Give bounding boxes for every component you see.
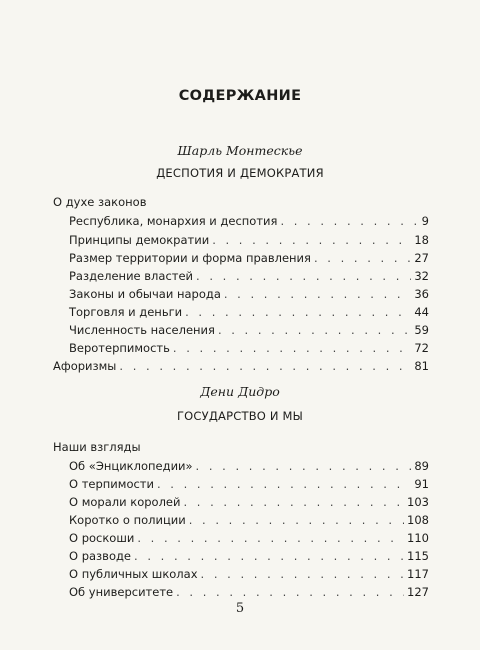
toc-entry[interactable]	[69, 476, 429, 492]
dot-leader	[189, 512, 404, 528]
toc-entry[interactable]	[69, 340, 429, 356]
dot-leader	[185, 304, 411, 320]
toc-entry[interactable]	[69, 494, 429, 510]
dot-leader	[280, 213, 418, 229]
toc-entry-label: О роскоши	[69, 531, 135, 545]
toc-entry[interactable]	[69, 322, 429, 338]
toc-entry[interactable]	[69, 566, 429, 582]
toc-entry-label: Разделение властей	[69, 269, 194, 283]
toc-entry-page: 36	[414, 287, 429, 301]
toc-entry-label: Принципы демократии	[69, 233, 210, 247]
dot-leader	[119, 358, 411, 374]
toc-entry-label: Веротерпимость	[69, 341, 170, 355]
dot-leader	[157, 476, 411, 492]
toc-entry-label: О морали королей	[69, 495, 181, 509]
toc-entry-label: Коротко о полиции	[69, 513, 186, 527]
dot-leader	[314, 250, 411, 266]
toc-entry[interactable]	[69, 530, 429, 546]
author-montesquieu: Шарль Монтескье	[177, 143, 303, 158]
toc-entry-page: 44	[414, 305, 429, 319]
toc-entry-page: 27	[414, 251, 429, 265]
dot-leader	[224, 286, 411, 302]
toc-entry[interactable]	[69, 250, 429, 266]
toc-entry[interactable]	[69, 232, 429, 248]
toc-entry-page: 72	[414, 341, 429, 355]
toc-entry-label: Афоризмы	[53, 359, 117, 373]
toc-entry[interactable]	[69, 584, 429, 600]
toc-entry-page: 117	[407, 567, 429, 581]
toc-entry-page: 32	[414, 269, 429, 283]
toc-entry-page: 110	[407, 531, 429, 545]
work-title-state: ГОСУДАРСТВО И МЫ	[176, 409, 304, 423]
toc-entry-label: О терпимости	[69, 477, 154, 491]
toc-entry-page: 59	[414, 323, 429, 337]
toc-title: СОДЕРЖАНИЕ	[178, 88, 302, 104]
toc-entry-page: 108	[407, 513, 429, 527]
dot-leader	[201, 566, 405, 582]
toc-entry-page: 115	[407, 549, 429, 563]
toc-entry-label: Об университете	[69, 585, 174, 599]
toc-entry-label: О разводе	[69, 549, 132, 563]
dot-leader	[134, 548, 404, 564]
toc-entry-label: Республика, монархия и деспотия	[69, 214, 278, 228]
dot-leader	[176, 584, 404, 600]
toc-entry[interactable]	[69, 458, 429, 474]
dot-leader	[173, 340, 411, 356]
toc-entry[interactable]	[69, 213, 429, 229]
toc-entry[interactable]	[69, 512, 429, 528]
toc-entry[interactable]	[69, 268, 429, 284]
dot-leader	[196, 268, 411, 284]
toc-entry-page: 9	[421, 214, 429, 228]
toc-entry-label: Законы и обычаи народа	[69, 287, 221, 301]
toc-entry-label: Численность населения	[69, 323, 215, 337]
page-number: 5	[235, 601, 245, 616]
toc-entry-label: Торговля и деньги	[69, 305, 183, 319]
toc-entry[interactable]	[69, 548, 429, 564]
toc-entry[interactable]	[69, 304, 429, 320]
toc-entry-page: 81	[414, 359, 429, 373]
toc-entry-label: О публичных школах	[69, 567, 198, 581]
toc-entry-label: Размер территории и форма правления	[69, 251, 311, 265]
work-title-despotism: ДЕСПОТИЯ И ДЕМОКРАТИЯ	[156, 166, 324, 180]
toc-entry-page: 18	[414, 233, 429, 247]
dot-leader	[137, 530, 404, 546]
dot-leader	[196, 458, 412, 474]
toc-entry-page: 103	[407, 495, 429, 509]
dot-leader	[212, 232, 411, 248]
toc-entry-aphorisms[interactable]	[53, 358, 429, 374]
toc-entry-page: 89	[414, 459, 429, 473]
dot-leader	[183, 494, 404, 510]
toc-entry[interactable]	[69, 286, 429, 302]
author-diderot: Дени Дидро	[200, 384, 280, 399]
toc-entry-label: Об «Энциклопедии»	[69, 459, 193, 473]
section-our-views: Наши взгляды	[53, 440, 141, 454]
dot-leader	[218, 322, 411, 338]
toc-entry-page: 91	[414, 477, 429, 491]
toc-entry-page: 127	[407, 585, 429, 599]
section-spirit-of-laws: О духе законов	[53, 195, 147, 209]
